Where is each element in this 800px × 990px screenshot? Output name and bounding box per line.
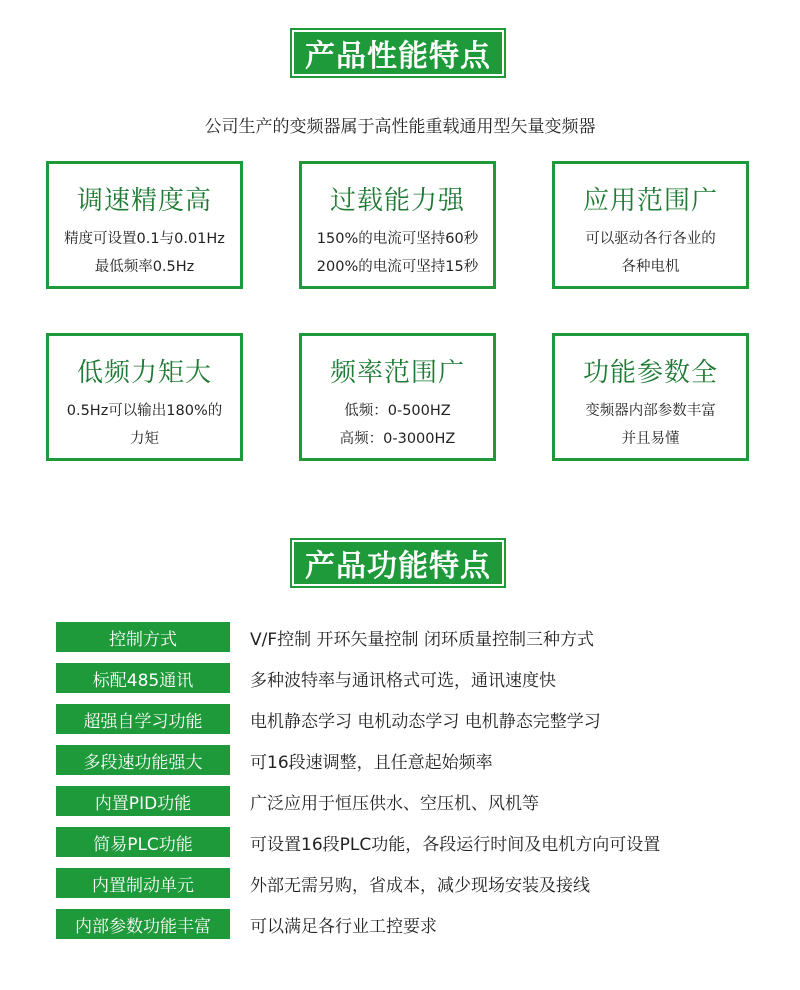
card-line: 力矩	[130, 431, 159, 447]
card-description	[64, 225, 225, 281]
card-line: 200%的电流可坚持15秒	[316, 259, 479, 275]
card-title: 调速精度高	[76, 186, 212, 216]
feature-text: 多种波特率与通讯格式可选，通讯速度快	[250, 670, 556, 691]
card-line: 最低频率0.5Hz	[94, 259, 195, 275]
card-line: 变频器内部参数丰富	[585, 403, 716, 419]
section-title-functions: 产品功能特点	[294, 542, 502, 584]
card-line: 低频：0-500HZ	[344, 403, 451, 419]
feature-row	[56, 786, 539, 816]
card-line: 150%的电流可坚持60秒	[316, 231, 479, 247]
feature-label: 控制方式	[56, 622, 230, 652]
feature-text: 电机静态学习 电机动态学习 电机静态完整学习	[250, 711, 601, 732]
card-description	[67, 397, 223, 453]
card-description	[585, 225, 716, 281]
feature-label: 内置PID功能	[56, 786, 230, 816]
feature-text: V/F控制 开环矢量控制 闭环质量控制三种方式	[250, 629, 594, 650]
feature-text: 可16段速调整，且任意起始频率	[250, 752, 493, 773]
card-description	[585, 397, 716, 453]
feature-row	[56, 827, 660, 857]
feature-text: 可以满足各行业工控要求	[250, 916, 437, 937]
feature-row	[56, 868, 590, 898]
feature-text: 外部无需另购，省成本，减少现场安装及接线	[250, 875, 590, 896]
card-application-range	[552, 161, 749, 289]
feature-row	[56, 663, 556, 693]
feature-label: 标配485通讯	[56, 663, 230, 693]
card-line: 0.5Hz可以输出180%的	[66, 403, 223, 419]
card-description	[317, 225, 478, 281]
card-line: 精度可设置0.1与0.01Hz	[64, 231, 225, 247]
feature-row	[56, 745, 493, 775]
card-line: 可以驱动各行各业的	[585, 231, 716, 247]
feature-label: 内部参数功能丰富	[56, 909, 230, 939]
card-speed-precision	[46, 161, 243, 289]
feature-label: 简易PLC功能	[56, 827, 230, 857]
feature-label: 内置制动单元	[56, 868, 230, 898]
section-subtitle: 公司生产的变频器属于高性能重载通用型矢量变频器	[204, 117, 596, 137]
feature-label: 超强自学习功能	[56, 704, 230, 734]
feature-row	[56, 909, 437, 939]
card-title: 应用范围广	[582, 186, 718, 216]
card-title: 低频力矩大	[76, 358, 212, 388]
card-title: 功能参数全	[582, 358, 718, 388]
card-frequency-range	[299, 333, 496, 461]
card-line: 各种电机	[621, 259, 680, 275]
feature-row	[56, 622, 594, 652]
card-description	[340, 397, 456, 453]
card-line: 高频：0-3000HZ	[339, 431, 456, 447]
card-parameters	[552, 333, 749, 461]
card-overload	[299, 161, 496, 289]
feature-row	[56, 704, 601, 734]
feature-text: 可设置16段PLC功能，各段运行时间及电机方向可设置	[250, 834, 661, 855]
card-title: 频率范围广	[329, 358, 465, 388]
feature-label: 多段速功能强大	[56, 745, 230, 775]
card-title: 过载能力强	[329, 186, 465, 216]
feature-text: 广泛应用于恒压供水、空压机、风机等	[250, 793, 539, 814]
card-line: 并且易懂	[621, 431, 680, 447]
section-title-performance: 产品性能特点	[294, 32, 502, 74]
card-low-freq-torque	[46, 333, 243, 461]
